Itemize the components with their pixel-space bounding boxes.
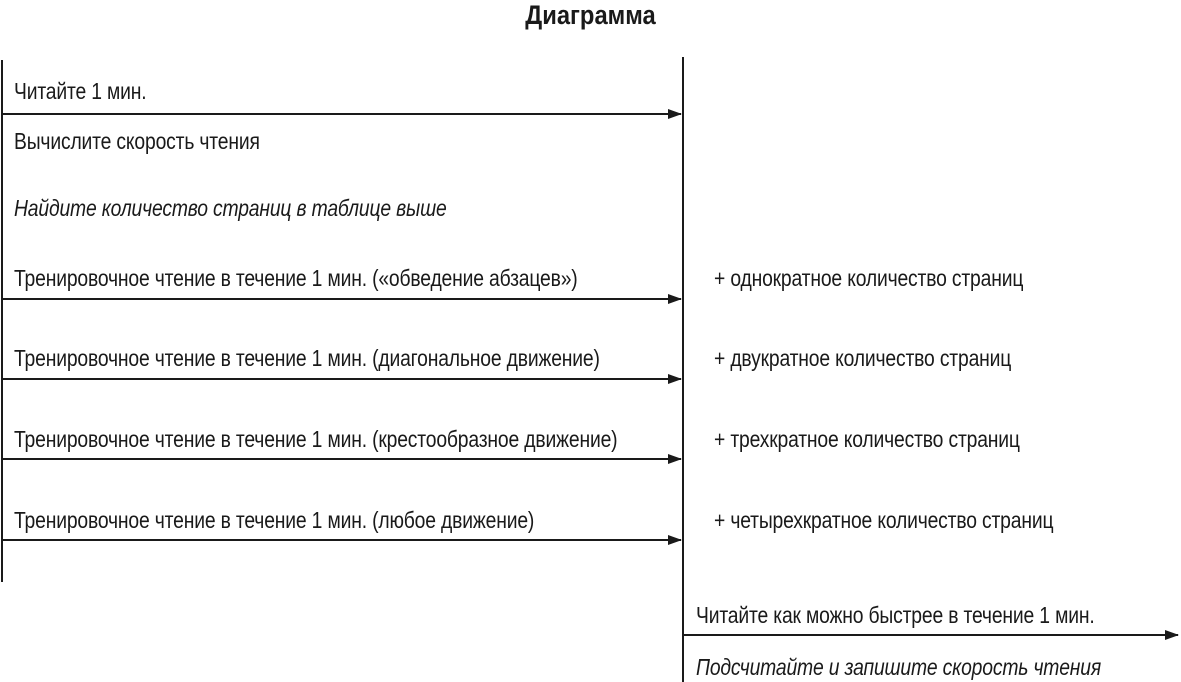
note-single-pages: + однократное количество страниц <box>714 265 1024 291</box>
step-record-speed: Подсчитайте и запишите скорость чтения <box>696 654 1101 680</box>
note-double-pages: + двукратное количество страниц <box>714 345 1012 371</box>
step-read-1-min: Читайте 1 мин. <box>14 78 147 104</box>
note-triple-pages: + трехкратное количество страниц <box>714 426 1020 452</box>
note-quadruple-pages: + четырехкратное количество страниц <box>714 507 1054 533</box>
step-read-fast: Читайте как можно быстрее в течение 1 мин. <box>696 602 1095 628</box>
step-training-diagonal: Тренировочное чтение в течение 1 мин. (диагональное движение) <box>14 345 600 371</box>
step-training-cross: Тренировочное чтение в течение 1 мин. (крестообразное движение) <box>14 426 618 452</box>
step-calc-speed: Вычислите скорость чтения <box>14 128 260 154</box>
step-training-paragraphs: Тренировочное чтение в течение 1 мин. («обведение абзацев») <box>14 265 578 291</box>
step-find-pages: Найдите количество страниц в таблице выше <box>14 195 447 221</box>
diagram-title: Диаграмма <box>525 0 656 30</box>
step-training-any: Тренировочное чтение в течение 1 мин. (любое движение) <box>14 507 535 533</box>
